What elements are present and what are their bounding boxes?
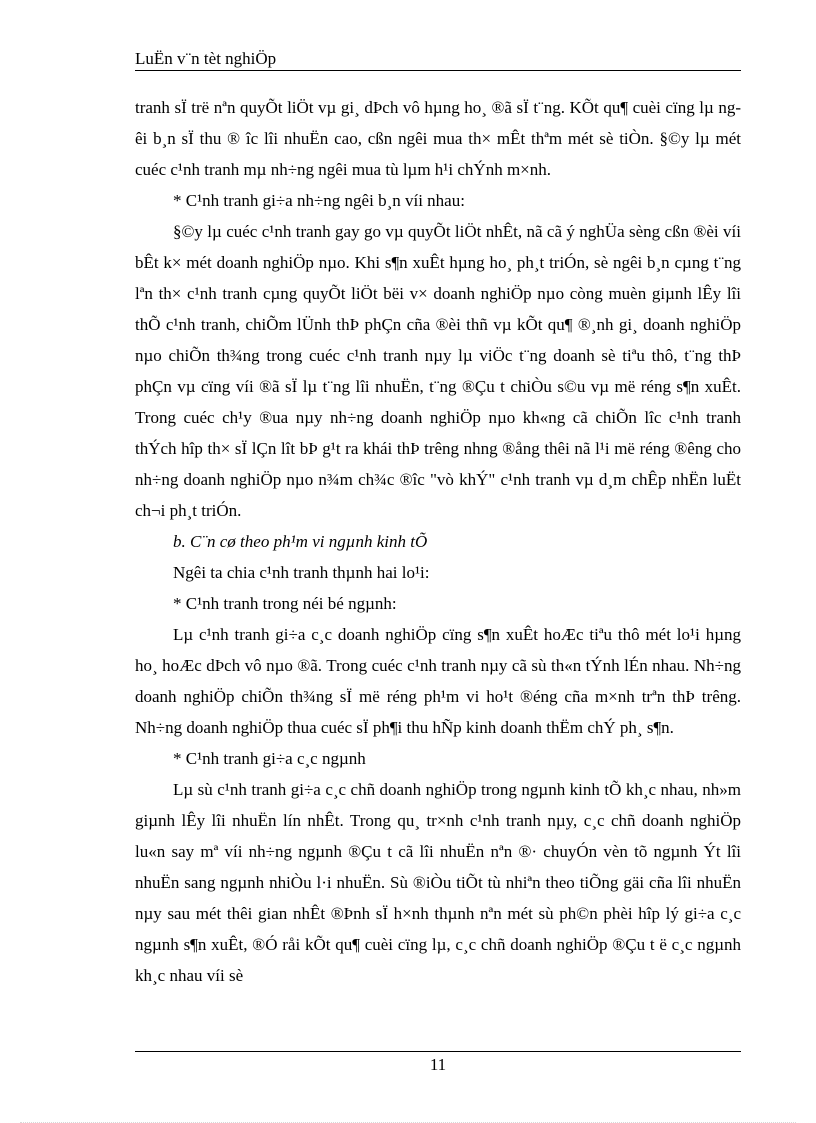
paragraph-intra-industry: Lµ c¹nh tranh gi÷a c¸c doanh nghiÖp cïng s¶n xuÊt hoÆc tiªu thô mét lo¹i hµng ho¸ hoÆc dÞch vô nµo ®ã. Trong cuéc c¹nh tranh nµy cã sù th«n tÝnh lÉn nhau. Nh÷ng doanh nghiÖp chiÕn th¾ng sÏ më réng ph¹m vi ho¹t ®éng cña m×nh trªn thÞ trêng. Nh÷ng doanh nghiÖp thua cuéc sÏ ph¶i thu hÑp kinh doanh thËm chÝ ph¸ s¶n. xyxy=(135,625,741,737)
section-heading-b: b. C¨n cø theo ph¹m vi ngµnh kinh tÕ xyxy=(173,532,428,551)
paragraph-two-types: Ngêi ta chia c¹nh tranh thµnh hai lo¹i: xyxy=(173,563,430,582)
page-number: 11 xyxy=(429,1055,447,1074)
header-divider xyxy=(135,70,741,71)
paragraph-sellers-competition: §©y lµ cuéc c¹nh tranh gay go vµ quyÕt liÖt nhÊt, nã cã ý nghÜa sèng cßn ®èi víi bÊt k× mét doanh nghiÖp nµo. Khi s¶n xuÊt hµng ho¸ ph¸t triÓn, sè ngêi b¸n cµng t¨ng lªn th× c¹nh tranh cµng quyÕt liÖt bëi v× doanh nghiÖp nµo còng muèn giµnh lÊy lîi thÕ c¹nh tranh, chiÕm lÜnh thÞ phÇn cña ®èi thñ vµ kÕt qu¶ ®¸nh gi¸ doanh nghiÖp nµo chiÕn th¾ng trong cuéc c¹nh tranh nµy lµ viÖc t¨ng doanh sè tiªu thô, t¨ng thÞ phÇn vµ cïng víi ®ã sÏ lµ t¨ng lîi nhuËn, t¨ng ®Çu t chiÒu s©u vµ më réng s¶n xuÊt. Trong cuéc ch¹y ®ua nµy nh÷ng doanh nghiÖp nµo kh«ng cã chiÕn lîc c¹nh tranh thÝch hîp th× sÏ lÇn lît bÞ g¹t ra khái thÞ trêng nhng ®ång thêi nã l¹i më réng ®êng cho nh÷ng doanh nghiÖp nµo n¾m ch¾c ®îc "vò khÝ" c¹nh tranh vµ d¸m chÊp nhËn luËt ch¬i ph¸t triÓn. xyxy=(135,222,741,520)
running-header: LuËn v¨n tèt nghiÖp xyxy=(135,49,277,68)
paragraph-continuation: tranh sÏ trë nªn quyÕt liÖt vµ gi¸ dÞch vô hµng ho¸ ®ã sÏ t¨ng. KÕt qu¶ cuèi cïng lµ ngêi b¸n sÏ thu ® îc lîi nhuËn cao, cßn ngêi mua th× mÊt thªm mét sè tiÒn. §©y lµ mét cuéc c¹nh tranh mµ nh÷ng ngêi mua tù lµm h¹i chÝnh m×nh. xyxy=(135,98,741,179)
subheading-inter-industry: * C¹nh tranh gi÷a c¸c ngµnh xyxy=(173,749,366,768)
subheading-sellers-competition: * C¹nh tranh gi÷a nh÷ng ngêi b¸n víi nhau: xyxy=(173,191,465,210)
subheading-intra-industry: * C¹nh tranh trong néi bé ngµnh: xyxy=(173,594,397,613)
page-body xyxy=(135,92,741,991)
footer-divider xyxy=(135,1051,741,1052)
paragraph-inter-industry: Lµ sù c¹nh tranh gi÷a c¸c chñ doanh nghiÖp trong ngµnh kinh tÕ kh¸c nhau, nh»m giµnh lÊy lîi nhuËn lín nhÊt. Trong qu¸ tr×nh c¹nh tranh nµy, c¸c chñ doanh nghiÖp lu«n say mª víi nh÷ng ngµnh ®Çu t cã lîi nhuËn nªn ®· chuyÓn vèn tõ ngµnh Ýt lîi nhuËn sang ngµnh nhiÒu l·i nhuËn. Sù ®iÒu tiÕt tù nhiªn theo tiÕng gäi cña lîi nhuËn nµy sau mét thêi gian nhÊt ®Þnh sÏ h×nh thµnh nªn mét sù ph©n phèi hîp lý gi÷a c¸c ngµnh s¶n xuÊt, ®Ó råi kÕt qu¶ cuèi cïng lµ, c¸c chñ doanh nghiÖp ®Çu t ë c¸c ngµnh kh¸c nhau víi sè xyxy=(135,780,741,985)
